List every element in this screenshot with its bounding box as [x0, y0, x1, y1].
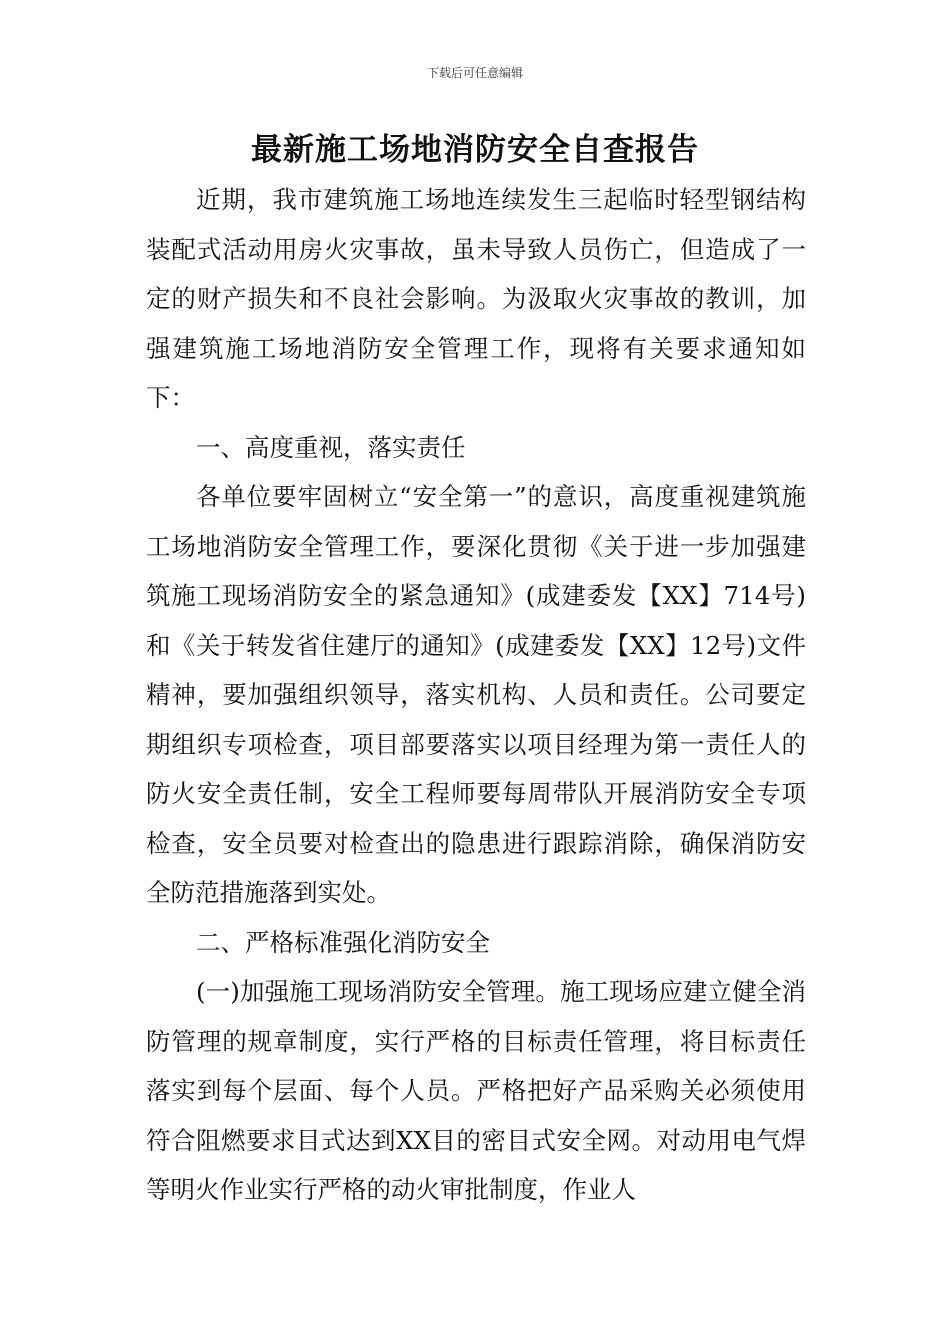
document-title: 最新施工场地消防安全自查报告: [251, 132, 699, 168]
section-heading-2: 二、严格标准强化消防安全: [196, 927, 490, 957]
document-body: [146, 175, 806, 1215]
section-1-paragraph: 各单位要牢固树立“安全第一”的意识，高度重视建筑施工场地消防安全管理工作，要深化贯彻《关于进一步加强建筑施工现场消防安全的紧急通知》(成建委发【XX】714号)和《关于转发省住建厅的通知》(成建委发【XX】12号)文件精神，要加强组织领导，落实机构、人员和责任。公司要定期组织专项检查，项目部要落实以项目经理为第一责任人的防火安全责任制，安全工程师要每周带队开展消防安全专项检查，安全员要对检查出的隐患进行跟踪消除，确保消防安全防范措施落到实处。: [146, 482, 806, 907]
section-heading-1: 一、高度重视，落实责任: [196, 432, 466, 462]
section-2-paragraph: (一)加强施工现场消防安全管理。施工现场应建立健全消防管理的规章制度，实行严格的目标责任管理，将目标责任落实到每个层面、每个人员。严格把好产品采购关必须使用符合阻燃要求目式达到XX目的密目式安全网。对动用电气焊等明火作业实行严格的动火审批制度，作业人: [146, 977, 806, 1204]
intro-paragraph: 近期，我市建筑施工场地连续发生三起临时轻型钢结构装配式活动用房火灾事故，虽未导致人员伤亡，但造成了一定的财产损失和不良社会影响。为汲取火灾事故的教训，加强建筑施工场地消防安全管理工作，现将有关要求通知如下：: [146, 185, 806, 412]
header-note: 下载后可任意编辑: [426, 66, 523, 80]
